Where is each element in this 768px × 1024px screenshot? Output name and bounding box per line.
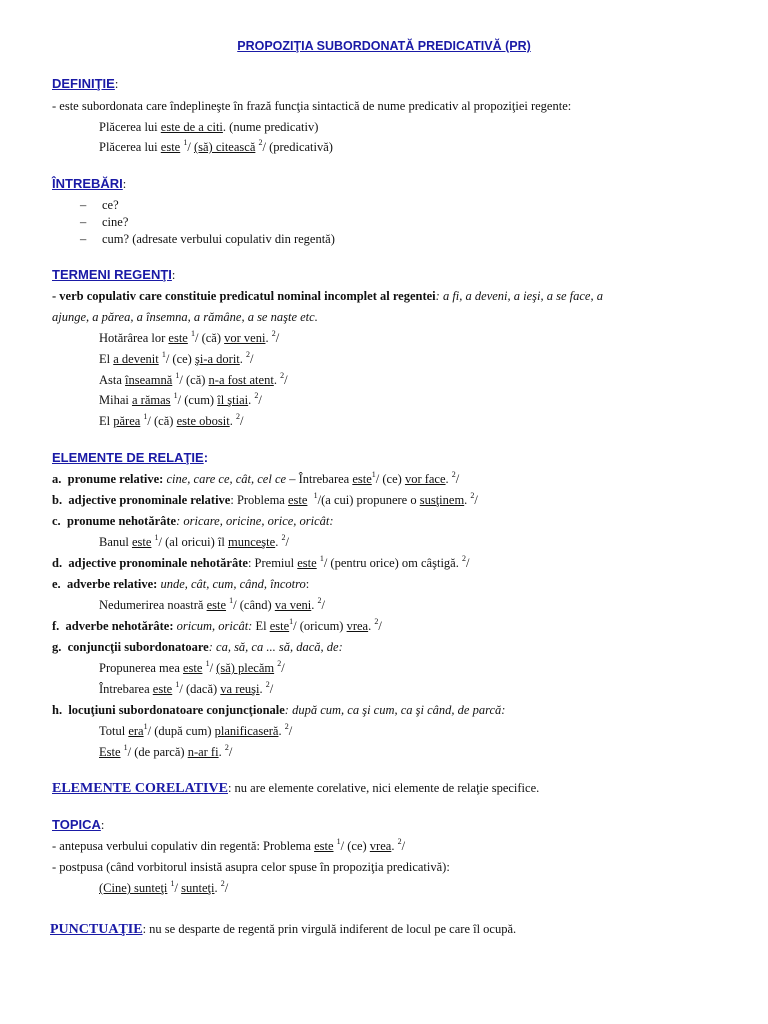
topica-line-2: - postpusa (când vorbitorul insistă asupra celor spuse în propoziţia predicativă):	[52, 860, 450, 874]
elemente-item-c: c. pronume nehotărâte: oricare, oricine, orice, oricât:	[52, 514, 334, 528]
intrebari-heading: ÎNTREBĂRI:	[52, 176, 127, 191]
termeni-example: Asta înseamnă $^1$/ (că) n-a fost atent. $^2$/	[99, 370, 288, 387]
elemente-example-h2: Este $^1$/ (de parcă) n-ar fi. $^2$/	[99, 742, 233, 759]
elemente-example-g2: Întrebarea este $^1$/ (dacă) va reuşi. $^2$/	[99, 679, 274, 696]
elemente-item-d: d. adjective pronominale nehotărâte: Premiul este $^1$/ (pentru orice) om câştigă. $^2$/	[52, 553, 470, 570]
punctuatie-line: PUNCTUAŢIE: nu se desparte de regentă prin virgulă indiferent de locul pe care îl ocupă.	[50, 922, 517, 937]
definitie-heading: DEFINIŢIE:	[52, 76, 119, 91]
termeni-line-2: ajunge, a părea, a însemna, a rămâne, a se naşte etc.	[52, 310, 318, 324]
definitie-example-1: Plăcerea lui este de a citi. (nume predicativ)	[99, 120, 319, 134]
topica-example: (Cine) sunteţi $^1$/ sunteţi. $^2$/	[99, 878, 229, 895]
elemente-example-e: Nedumerirea noastră este $^1$/ (când) va veni. $^2$/	[99, 595, 325, 612]
elemente-item-f: f. adverbe nehotărâte: oricum, oricât: El este$^1$/ (oricum) vrea. $^2$/	[52, 616, 382, 633]
topica-line-1: - antepusa verbului copulativ din regentă: Problema este $^1$/ (ce) vrea. $^2$/	[52, 836, 406, 853]
list-item: – cum? (adresate verbului copulativ din regentă)	[80, 232, 335, 246]
list-item: – cine?	[80, 215, 129, 229]
termeni-line-1: - verb copulativ care constituie predicatul nominal incomplet al regentei: a fi, a deveni, a ieşi, a se face, a	[52, 289, 603, 303]
elemente-item-g: g. conjuncţii subordonatoare: ca, să, ca ... să, dacă, de:	[52, 640, 343, 654]
elemente-item-h: h. locuţiuni subordonatoare conjuncţionale: după cum, ca şi cum, ca şi când, de parcă:	[52, 703, 506, 717]
termeni-example: El a devenit $^1$/ (ce) şi-a dorit. $^2$/	[99, 349, 254, 366]
definitie-text: - este subordonata care îndeplineşte în frază funcţia sintactică de nume predicativ al propoziţiei regente:	[52, 99, 572, 113]
elemente-example-c: Banul este $^1$/ (al oricui) îl munceşte. $^2$/	[99, 532, 289, 549]
termeni-example: Mihai a rămas $^1$/ (cum) îl ştiai. $^2$/	[99, 390, 262, 407]
page-title: PROPOZIŢIA SUBORDONATĂ PREDICATIVĂ (PR)	[237, 39, 531, 53]
elemente-example-h1: Totul era$^1$/ (după cum) planificaseră. $^2$/	[99, 721, 293, 738]
elemente-item-a: a. pronume relative: cine, care ce, cât, cel ce – Întrebarea este$^1$/ (ce) vor face. $^2$/	[52, 469, 460, 486]
termeni-heading: TERMENI REGENŢI:	[52, 267, 176, 282]
elemente-item-b: b. adjective pronominale relative: Problema este $^1$/(a cui) propunere o susţinem. $^2$/	[52, 490, 478, 507]
topica-heading: TOPICA:	[52, 817, 105, 832]
definitie-example-2: Plăcerea lui este $^1$/ (să) citească $^2$/ (predicativă)	[99, 137, 333, 154]
elemente-heading: ELEMENTE DE RELAŢIE:	[52, 450, 209, 465]
elemente-item-e: e. adverbe relative: unde, cât, cum, când, încotro:	[52, 577, 310, 591]
elemente-example-g1: Propunerea mea este $^1$/ (să) plecăm $^2$/	[99, 658, 285, 675]
termeni-example: Hotărârea lor este $^1$/ (că) vor veni. $^2$/	[99, 328, 280, 345]
list-item: – ce?	[80, 198, 119, 212]
corelative-line: ELEMENTE CORELATIVE: nu are elemente corelative, nici elemente de relaţie specifice.	[52, 781, 540, 796]
termeni-example: El părea $^1$/ (că) este obosit. $^2$/	[99, 411, 244, 428]
